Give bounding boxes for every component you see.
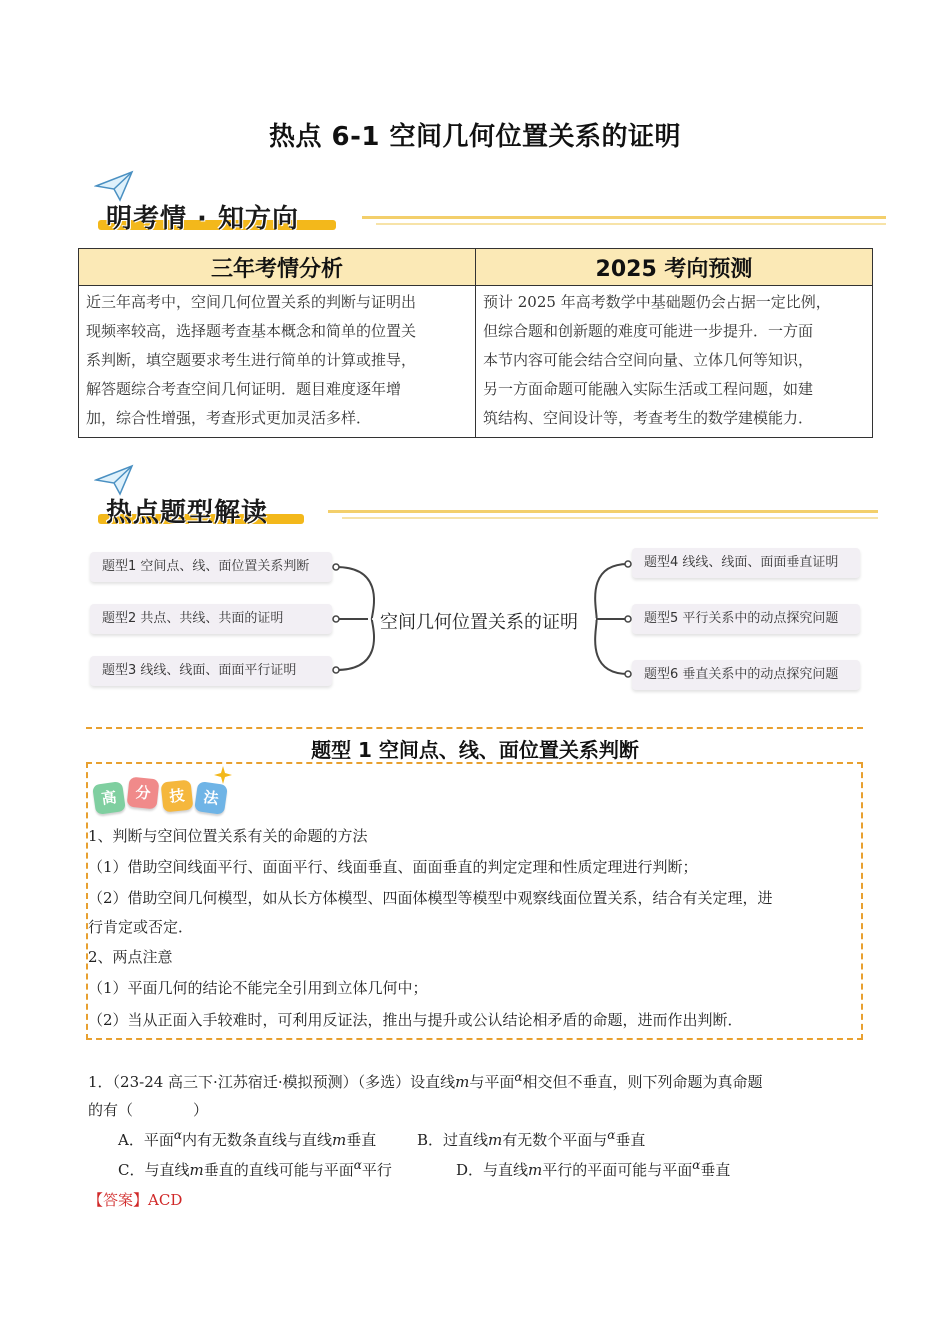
mindmap-center: 空间几何位置关系的证明 <box>380 612 578 633</box>
tip-line-1: 1、判断与空间位置关系有关的命题的方法 <box>88 827 368 845</box>
question1-option-a[interactable]: A．平面$^\alpha$内有无数条直线与直线m垂直 <box>118 1128 377 1149</box>
mindmap-node-type5: 题型5 平行关系中的动点探究问题 <box>632 604 860 634</box>
banner-exam-analysis-text: 明考情 · 知方向 <box>106 204 299 234</box>
badge-fa: 法 <box>194 781 228 815</box>
tip-line-3: （2）借助空间几何模型，如从长方体模型、四面体模型等模型中观察线面位置关系，结合有关定理，进 <box>88 889 773 907</box>
mindmap-node-type1: 题型1 空间点、线、面位置关系判断 <box>90 552 332 582</box>
tip-line-6: （1）平面几何的结论不能完全引用到立体几何中； <box>88 979 428 997</box>
analysis-table <box>78 248 873 438</box>
tip-line-2: （1）借助空间线面平行、面面平行、线面垂直、面面垂直的判定定理和性质定理进行判断； <box>88 858 698 876</box>
analysis-col2-body: 预计 2025 年高考数学中基础题仍会占据一定比例， 但综合题和创新题的难度可能进一步提升．一方面 本节内容可能会结合空间向量、立体几何等知识， 另一方面命题可能融入实际生活或工程问题，如建 筑结构、空间设计等，考查考生的数学建模能力． <box>476 286 873 438</box>
tip-line-4: 行肯定或否定． <box>88 918 194 936</box>
mindmap-node-type4: 题型4 线线、线面、面面垂直证明 <box>632 548 860 578</box>
badge-gao: 高 <box>92 781 126 815</box>
tip-line-7: （2）当从正面入手较难时，可利用反证法，推出与提升或公认结论相矛盾的命题，进而作出判断． <box>88 1011 743 1029</box>
mindmap-node-type6: 题型6 垂直关系中的动点探究问题 <box>632 660 860 690</box>
page-title: 热点 6-1 空间几何位置关系的证明 <box>268 122 682 152</box>
sparkle-icon <box>212 764 234 786</box>
analysis-col2-header: 2025 考向预测 <box>476 249 873 286</box>
question1-answer: 【答案】ACD <box>88 1191 183 1209</box>
badge-ji: 技 <box>161 780 194 813</box>
section-divider-top <box>86 727 863 729</box>
question1-option-b[interactable]: B．过直线m有无数个平面与$^\alpha$垂直 <box>417 1128 646 1149</box>
tip-line-5: 2、两点注意 <box>88 948 173 966</box>
banner-exam-analysis <box>90 170 890 240</box>
badge-fen: 分 <box>127 777 160 810</box>
question1-stem-line2: 的有（ ） <box>88 1101 209 1119</box>
analysis-col1-header: 三年考情分析 <box>79 249 476 286</box>
question1-stem: 1．（23-24 高三下·江苏宿迁·模拟预测）（多选）设直线m与平面$^\alpha$相交但不垂直，则下列命题为真命题 <box>88 1070 763 1091</box>
analysis-col1-body: 近三年高考中，空间几何位置关系的判断与证明出 现频率较高，选择题考查基本概念和简单的位置关 系判断，填空题要求考生进行简单的计算或推导， 解答题综合考查空间几何证明．题目难度逐年增 加，综合性增强，考查形式更加灵活多样． <box>79 286 476 438</box>
mindmap-node-type3: 题型3 线线、线面、面面平行证明 <box>90 656 332 686</box>
banner-hot-topics <box>90 464 890 534</box>
mindmap-node-type2: 题型2 共点、共线、共面的证明 <box>90 604 332 634</box>
question1-option-d[interactable]: D．与直线m平行的平面可能与平面$^\alpha$垂直 <box>456 1158 731 1179</box>
banner-hot-topics-text: 热点题型解读 <box>106 498 269 528</box>
question1-option-c[interactable]: C．与直线m垂直的直线可能与平面$^\alpha$平行 <box>118 1158 392 1179</box>
section1-heading: 题型 1 空间点、线、面位置关系判断 <box>311 738 639 762</box>
